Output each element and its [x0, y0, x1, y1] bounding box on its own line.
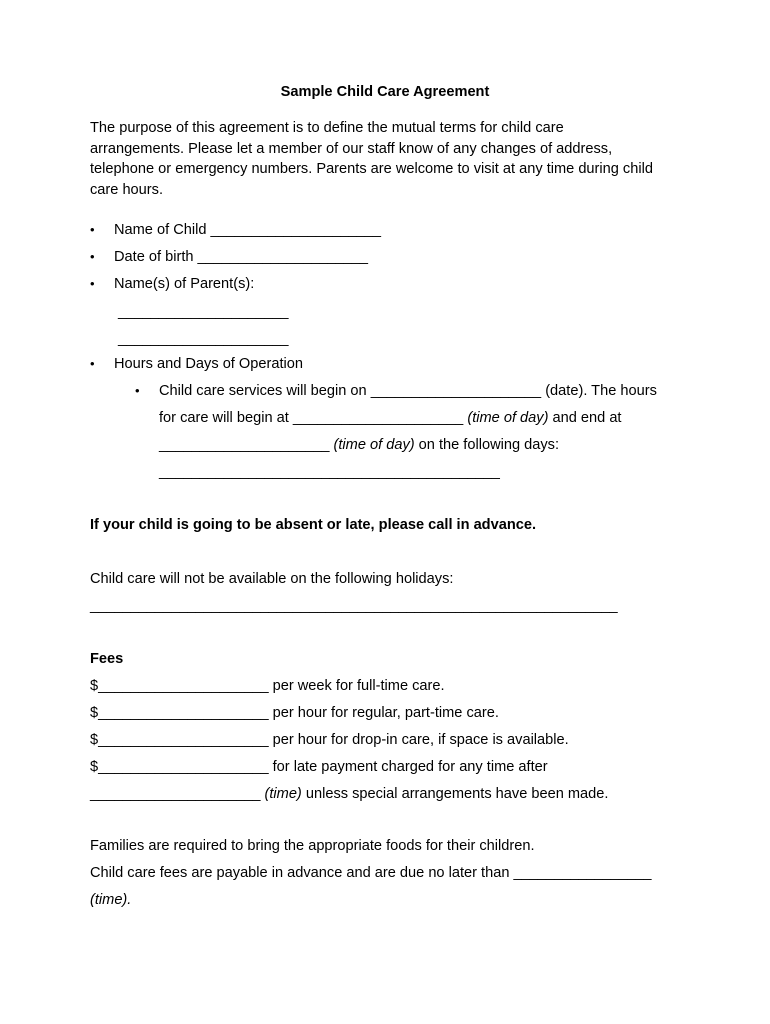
payable-line: Child care fees are payable in advance and are due no later than _________________: [90, 865, 652, 881]
intro-line: care hours.: [90, 181, 164, 198]
absent-notice: If your child is going to be absent or late, please call in advance.: [90, 517, 537, 533]
fee-line: $_____________________ per week for full-time care.: [90, 678, 445, 694]
time-of-day-note: (time of day): [467, 410, 549, 426]
bullet-glyph: •: [90, 276, 95, 291]
services-text: _____________________: [159, 437, 334, 453]
fee-line: $_____________________ per hour for regular, part-time care.: [90, 705, 499, 721]
bullet-glyph: •: [90, 249, 95, 264]
late-time-text: unless special arrangements have been made.: [301, 786, 609, 802]
fee-line: $_____________________ for late payment charged for any time after: [90, 759, 548, 775]
bullet-glyph: •: [90, 356, 95, 371]
intro-paragraph: [90, 118, 690, 200]
date-of-birth-field: Date of birth _____________________: [114, 249, 368, 265]
holidays-label: Child care will not be available on the following holidays:: [90, 571, 454, 587]
foods-line: Families are required to bring the appropriate foods for their children.: [90, 838, 535, 854]
intro-line: The purpose of this agreement is to define the mutual terms for child care: [90, 120, 564, 136]
services-line: [159, 408, 622, 428]
services-line: [159, 435, 559, 455]
late-time-text: _____________________: [90, 786, 265, 802]
time-of-day-note: (time of day): [333, 437, 415, 453]
payable-time-note: (time).: [90, 892, 132, 908]
services-text: and end at: [548, 410, 622, 426]
days-line: __________________________________________: [159, 464, 500, 480]
holidays-line: _________________________________________________________________: [90, 598, 618, 614]
bullet-glyph: •: [90, 222, 95, 237]
parents-label: Name(s) of Parent(s):: [114, 276, 255, 292]
fees-heading: Fees: [90, 651, 124, 667]
intro-line: telephone or emergency numbers. Parents are welcome to visit at any time during child: [90, 161, 653, 177]
services-line: Child care services will begin on _____________________ (date). The hours: [159, 383, 657, 399]
time-note: (time): [264, 786, 302, 802]
parent-line: _____________________: [118, 331, 289, 347]
parent-line: _____________________: [118, 304, 289, 320]
page-title: Sample Child Care Agreement: [280, 84, 490, 100]
services-text: for care will begin at _____________________: [159, 410, 468, 426]
intro-line: arrangements. Please let a member of our staff know of any changes of address,: [90, 140, 613, 157]
services-text: on the following days:: [414, 437, 560, 453]
fee-line: $_____________________ per hour for drop-in care, if space is available.: [90, 732, 569, 748]
hours-label: Hours and Days of Operation: [114, 356, 304, 372]
bullet-glyph: •: [135, 383, 140, 398]
child-name-field: Name of Child _____________________: [114, 222, 381, 238]
late-time-line: [90, 784, 608, 804]
